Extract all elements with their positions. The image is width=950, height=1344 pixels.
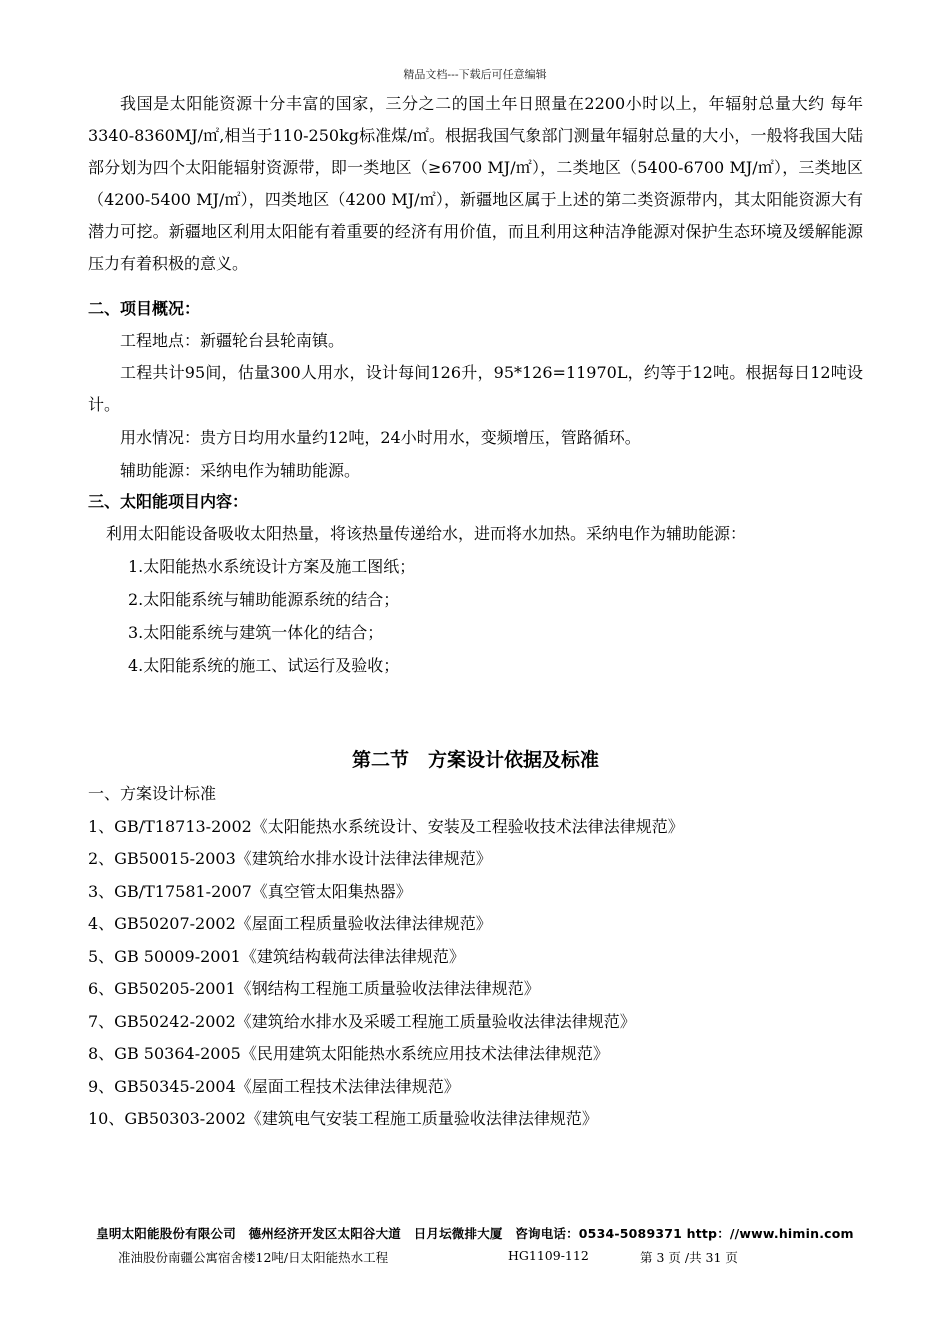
standard-item: 7、GB50242-2002《建筑给水排水及采暖工程施工质量验收法律法律规范》 bbox=[88, 1011, 636, 1031]
footer-code: HG1109-112 bbox=[508, 1248, 589, 1263]
footer-info-row bbox=[0, 1248, 950, 1268]
page-footer bbox=[0, 1224, 950, 1268]
section2-heading: 二、项目概况： bbox=[88, 299, 201, 318]
section3-heading: 三、太阳能项目内容： bbox=[88, 492, 249, 511]
intro-paragraph: 我国是太阳能资源十分丰富的国家，三分之二的国土年日照量在2200小时以上，年辐射总量大约 每年3340-8360MJ/㎡,相当于110-250kg标准煤/㎡。根据我国气象部门测量年辐射总量的大小，一般将我国大陆部分划为四个太阳能辐射资源带，即一类地区（≥6700 MJ/㎡），二类地区（5400-6700 MJ/㎡），三类地区（4200-5400 MJ/㎡），四类地区（4200 MJ/㎡），新疆地区属于上述的第二类资源带内，其太阳能资源大有潜力可挖。新疆地区利用太阳能有着重要的经济有用价值，而且利用这种洁净能源对保护生态环境及缓解能源压力有着积极的意义。 bbox=[88, 94, 863, 273]
standard-item: 9、GB50345-2004《屋面工程技术法律法律规范》 bbox=[88, 1076, 460, 1096]
list-item: 1.太阳能热水系统设计方案及施工图纸； bbox=[128, 557, 416, 576]
section3-intro: 利用太阳能设备吸收太阳热量，将该热量传递给水，进而将水加热。采纳电作为辅助能源： bbox=[106, 524, 747, 543]
project-capacity: 工程共计95间，估量300人用水，设计每间126升，95*126=11970L，约等于12吨。根据每日12吨设计。 bbox=[88, 363, 863, 414]
document-body bbox=[88, 88, 863, 1136]
list-item: 2.太阳能系统与辅助能源系统的结合； bbox=[128, 590, 400, 609]
standard-item: 10、GB50303-2002《建筑电气安装工程施工质量验收法律法律规范》 bbox=[88, 1109, 598, 1128]
aux-energy: 辅助能源：采纳电作为辅助能源。 bbox=[120, 461, 361, 480]
standard-item: 2、GB50015-2003《建筑给水排水设计法律法律规范》 bbox=[88, 849, 492, 868]
chapter-title: 第二节 方案设计依据及标准 bbox=[351, 749, 599, 771]
standard-item: 1、GB/T18713-2002《太阳能热水系统设计、安装及工程验收技术法律法律规范》 bbox=[88, 816, 684, 836]
list-item: 3.太阳能系统与建筑一体化的结合； bbox=[128, 623, 384, 642]
standard-item: 5、GB 50009-2001《建筑结构载荷法律法律规范》 bbox=[88, 946, 465, 966]
project-location: 工程地点：新疆轮台县轮南镇。 bbox=[120, 331, 345, 350]
footer-page-number: 第 3 页 /共 31 页 bbox=[640, 1250, 738, 1265]
footer-project: 准油股份南疆公寓宿舍楼12吨/日太阳能热水工程 bbox=[118, 1250, 389, 1265]
standard-item: 4、GB50207-2002《屋面工程质量验收法律法律规范》 bbox=[88, 914, 492, 933]
water-usage: 用水情况：贵方日均用水量约12吨，24小时用水，变频增压，管路循环。 bbox=[120, 428, 641, 447]
footer-company-line: 皇明太阳能股份有限公司 德州经济开发区太阳谷大道 日月坛微排大厦 咨询电话：0534-5089371 http：//www.himin.com bbox=[96, 1226, 854, 1241]
standard-item: 6、GB50205-2001《钢结构工程施工质量验收法律法律规范》 bbox=[88, 979, 540, 998]
chapter-subheading: 一、方案设计标准 bbox=[88, 784, 217, 803]
header-note: 精品文档---下载后可任意编辑 bbox=[403, 68, 547, 81]
standard-item: 8、GB 50364-2005《民用建筑太阳能热水系统应用技术法律法律规范》 bbox=[88, 1044, 609, 1063]
list-item: 4.太阳能系统的施工、试运行及验收； bbox=[128, 656, 400, 675]
standard-item: 3、GB/T17581-2007《真空管太阳集热器》 bbox=[88, 881, 412, 901]
